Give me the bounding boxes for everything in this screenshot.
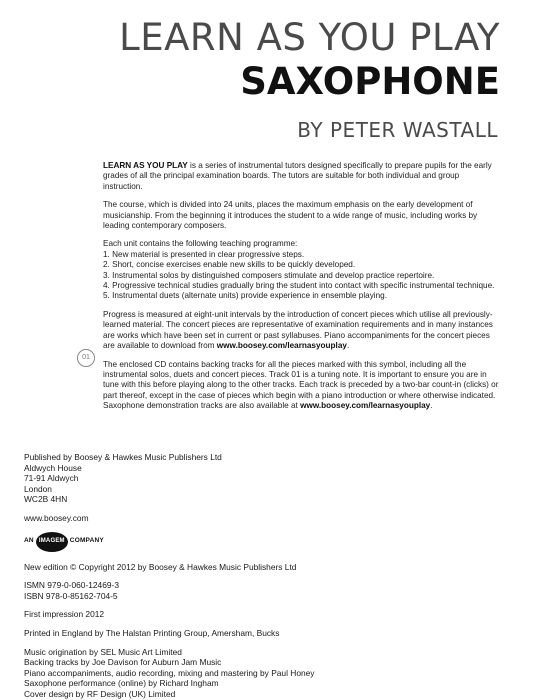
credit-line: Piano accompaniments, audio recording, mixing and mastering by Paul Honey: [24, 667, 315, 678]
list-item: 3. Instrumental solos by distinguished composers stimulate and develop practice repertoire.: [103, 270, 435, 280]
publisher-website[interactable]: www.boosey.com: [24, 512, 89, 523]
title-line-2: SAXOPHONE: [240, 60, 500, 103]
programme-section: [103, 239, 499, 301]
address-line: Aldwych House: [24, 462, 82, 473]
printer-info: Printed in England by The Halstan Printing Group, Amersham, Bucks: [24, 627, 280, 638]
credit-line: Backing tracks by Joe Davison for Auburn Jam Music: [24, 657, 222, 668]
impression: First impression 2012: [24, 609, 105, 620]
publisher-info: [24, 452, 494, 700]
title-line-1: LEARN AS YOU PLAY: [119, 16, 500, 59]
programme-heading: Each unit contains the following teaching programme:: [103, 239, 298, 249]
publisher-address: [24, 452, 494, 505]
list-item: 4. Progressive technical studies gradually bring the student into contact with specific instrumental technique.: [103, 281, 495, 291]
credit-line: Cover design by RF Design (UK) Limited: [24, 688, 176, 699]
author-byline: BY PETER WASTALL: [297, 118, 498, 142]
demo-tracks-link[interactable]: www.boosey.com/learnasyouplay: [300, 401, 431, 411]
credit-line: Saxophone performance (online) by Richard Ingham: [24, 678, 219, 689]
paragraph-4-text: The enclosed CD contains backing tracks for all the pieces marked with this symbol, including all the instrumental solos, duets and concert pieces. Track 01 is a tuning note. It is important to ensure you are in tune with this before playing along to the other tracks. Each track is preceded by a two-bar count-in (clicks) or part thereof, except in the case of pieces which begin with a piano introduction or where otherwise indicated. Saxophone demonstration tracks are also available at: [103, 359, 499, 411]
paragraph-3-text: Progress is measured at eight-unit intervals by the introduction of concert pieces which utilise all previously-learned material. The concert pieces are representative of examination requirements and in many instances are works which have been set in current or past syllabuses. Piano accompaniments for the concert pieces are available to download from: [103, 309, 493, 351]
identifiers: [24, 580, 494, 601]
intro-paragraph-1: [103, 161, 499, 192]
isbn: ISBN 978-0-85162-704-5: [24, 590, 118, 601]
list-item: 5. Instrumental duets (alternate units) provide experience in ensemble playing.: [103, 291, 387, 301]
intro-paragraph-4: [103, 360, 499, 412]
address-line: 71-91 Aldwych: [24, 473, 79, 484]
credits: [24, 647, 494, 700]
series-name: LEARN AS YOU PLAY: [103, 161, 188, 170]
list-item: 1. New material is presented in clear progressive steps.: [103, 249, 305, 259]
logo-text-an: AN: [24, 537, 34, 545]
list-item: 2. Short, concise exercises enable new skills to be quickly developed.: [103, 260, 356, 270]
copyright-notice: New edition © Copyright 2012 by Boosey & Hawkes Music Publishers Ltd: [24, 561, 297, 572]
logo-disc: IMAGEM: [36, 532, 68, 552]
intro-text: [103, 161, 499, 420]
paragraph-4-end: .: [430, 401, 433, 411]
cd-track-icon: 01: [77, 349, 95, 367]
download-link[interactable]: www.boosey.com/learnasyouplay: [216, 341, 347, 351]
address-line: Published by Boosey & Hawkes Music Publishers Ltd: [24, 452, 222, 462]
intro-paragraph-2: The course, which is divided into 24 units, places the maximum emphasis on the early development of musicianship. From the beginning it introduces the student to a wide range of music, including works by leading contemporary composers.: [103, 200, 478, 231]
intro-paragraph-3: [103, 310, 499, 352]
ismn: ISMN 979-0-060-12469-3: [24, 580, 119, 591]
logo-text-company: COMPANY: [69, 537, 104, 545]
imagem-logo: [24, 532, 494, 552]
intro-paragraph-1-text: is a series of instrumental tutors designed specifically to prepare pupils for the early grades of all the principal examination boards. The tutors are suitable for both individual and group instruction.: [103, 161, 492, 191]
credit-line: Music origination by SEL Music Art Limited: [24, 646, 182, 657]
address-line: London: [24, 483, 52, 494]
address-line: WC2B 4HN: [24, 494, 68, 505]
paragraph-3-end: .: [346, 341, 350, 351]
programme-list: [103, 250, 499, 302]
